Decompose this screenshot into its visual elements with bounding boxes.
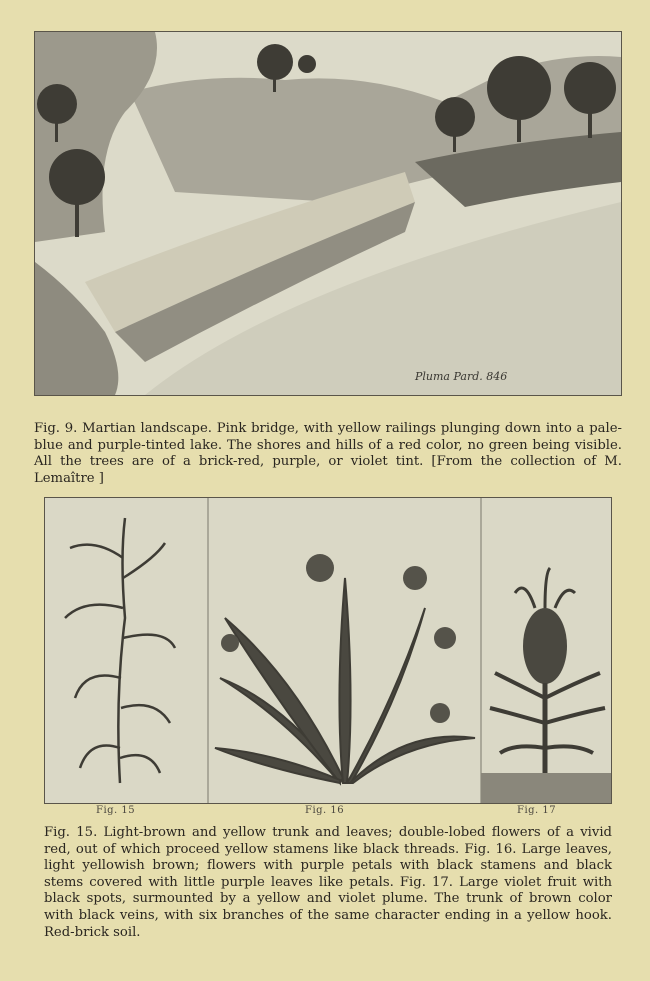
fig-17-label: Fig. 17 — [517, 805, 557, 816]
figures-15-17-caption: Fig. 15. Light-brown and yellow trunk and leaves; double-lobed flowers of a vivid red, out of which proceed yellow stamens like black threads. Fig. 16. Large leaves, light yellowish brown; flowers with purple petals with black stamens and black stems covered with little purple leaves like petals. Fig. 17. Large violet fruit with black spots, surmounted by a yellow and violet plume. The trunk of brown color with black veins, with six branches of the same character ending in a yellow hook. Red-brick soil. — [44, 825, 612, 940]
martian-landscape-illustration — [34, 31, 622, 396]
fig-15-label: Fig. 15 — [96, 805, 136, 816]
fig-16-label: Fig. 16 — [305, 805, 345, 816]
figure-9-caption: Fig. 9. Martian landscape. Pink bridge, with yellow railings plunging down into a pale-blue and purple-tinted lake. The shores and hills of a red color, no green being visible. All the trees are of a brick-red, purple, or violet tint. [From the collection of M. Lemaître ] — [34, 421, 622, 486]
artist-signature: Pluma Pard. 846 — [415, 370, 508, 383]
martian-plants-illustration — [44, 497, 612, 804]
